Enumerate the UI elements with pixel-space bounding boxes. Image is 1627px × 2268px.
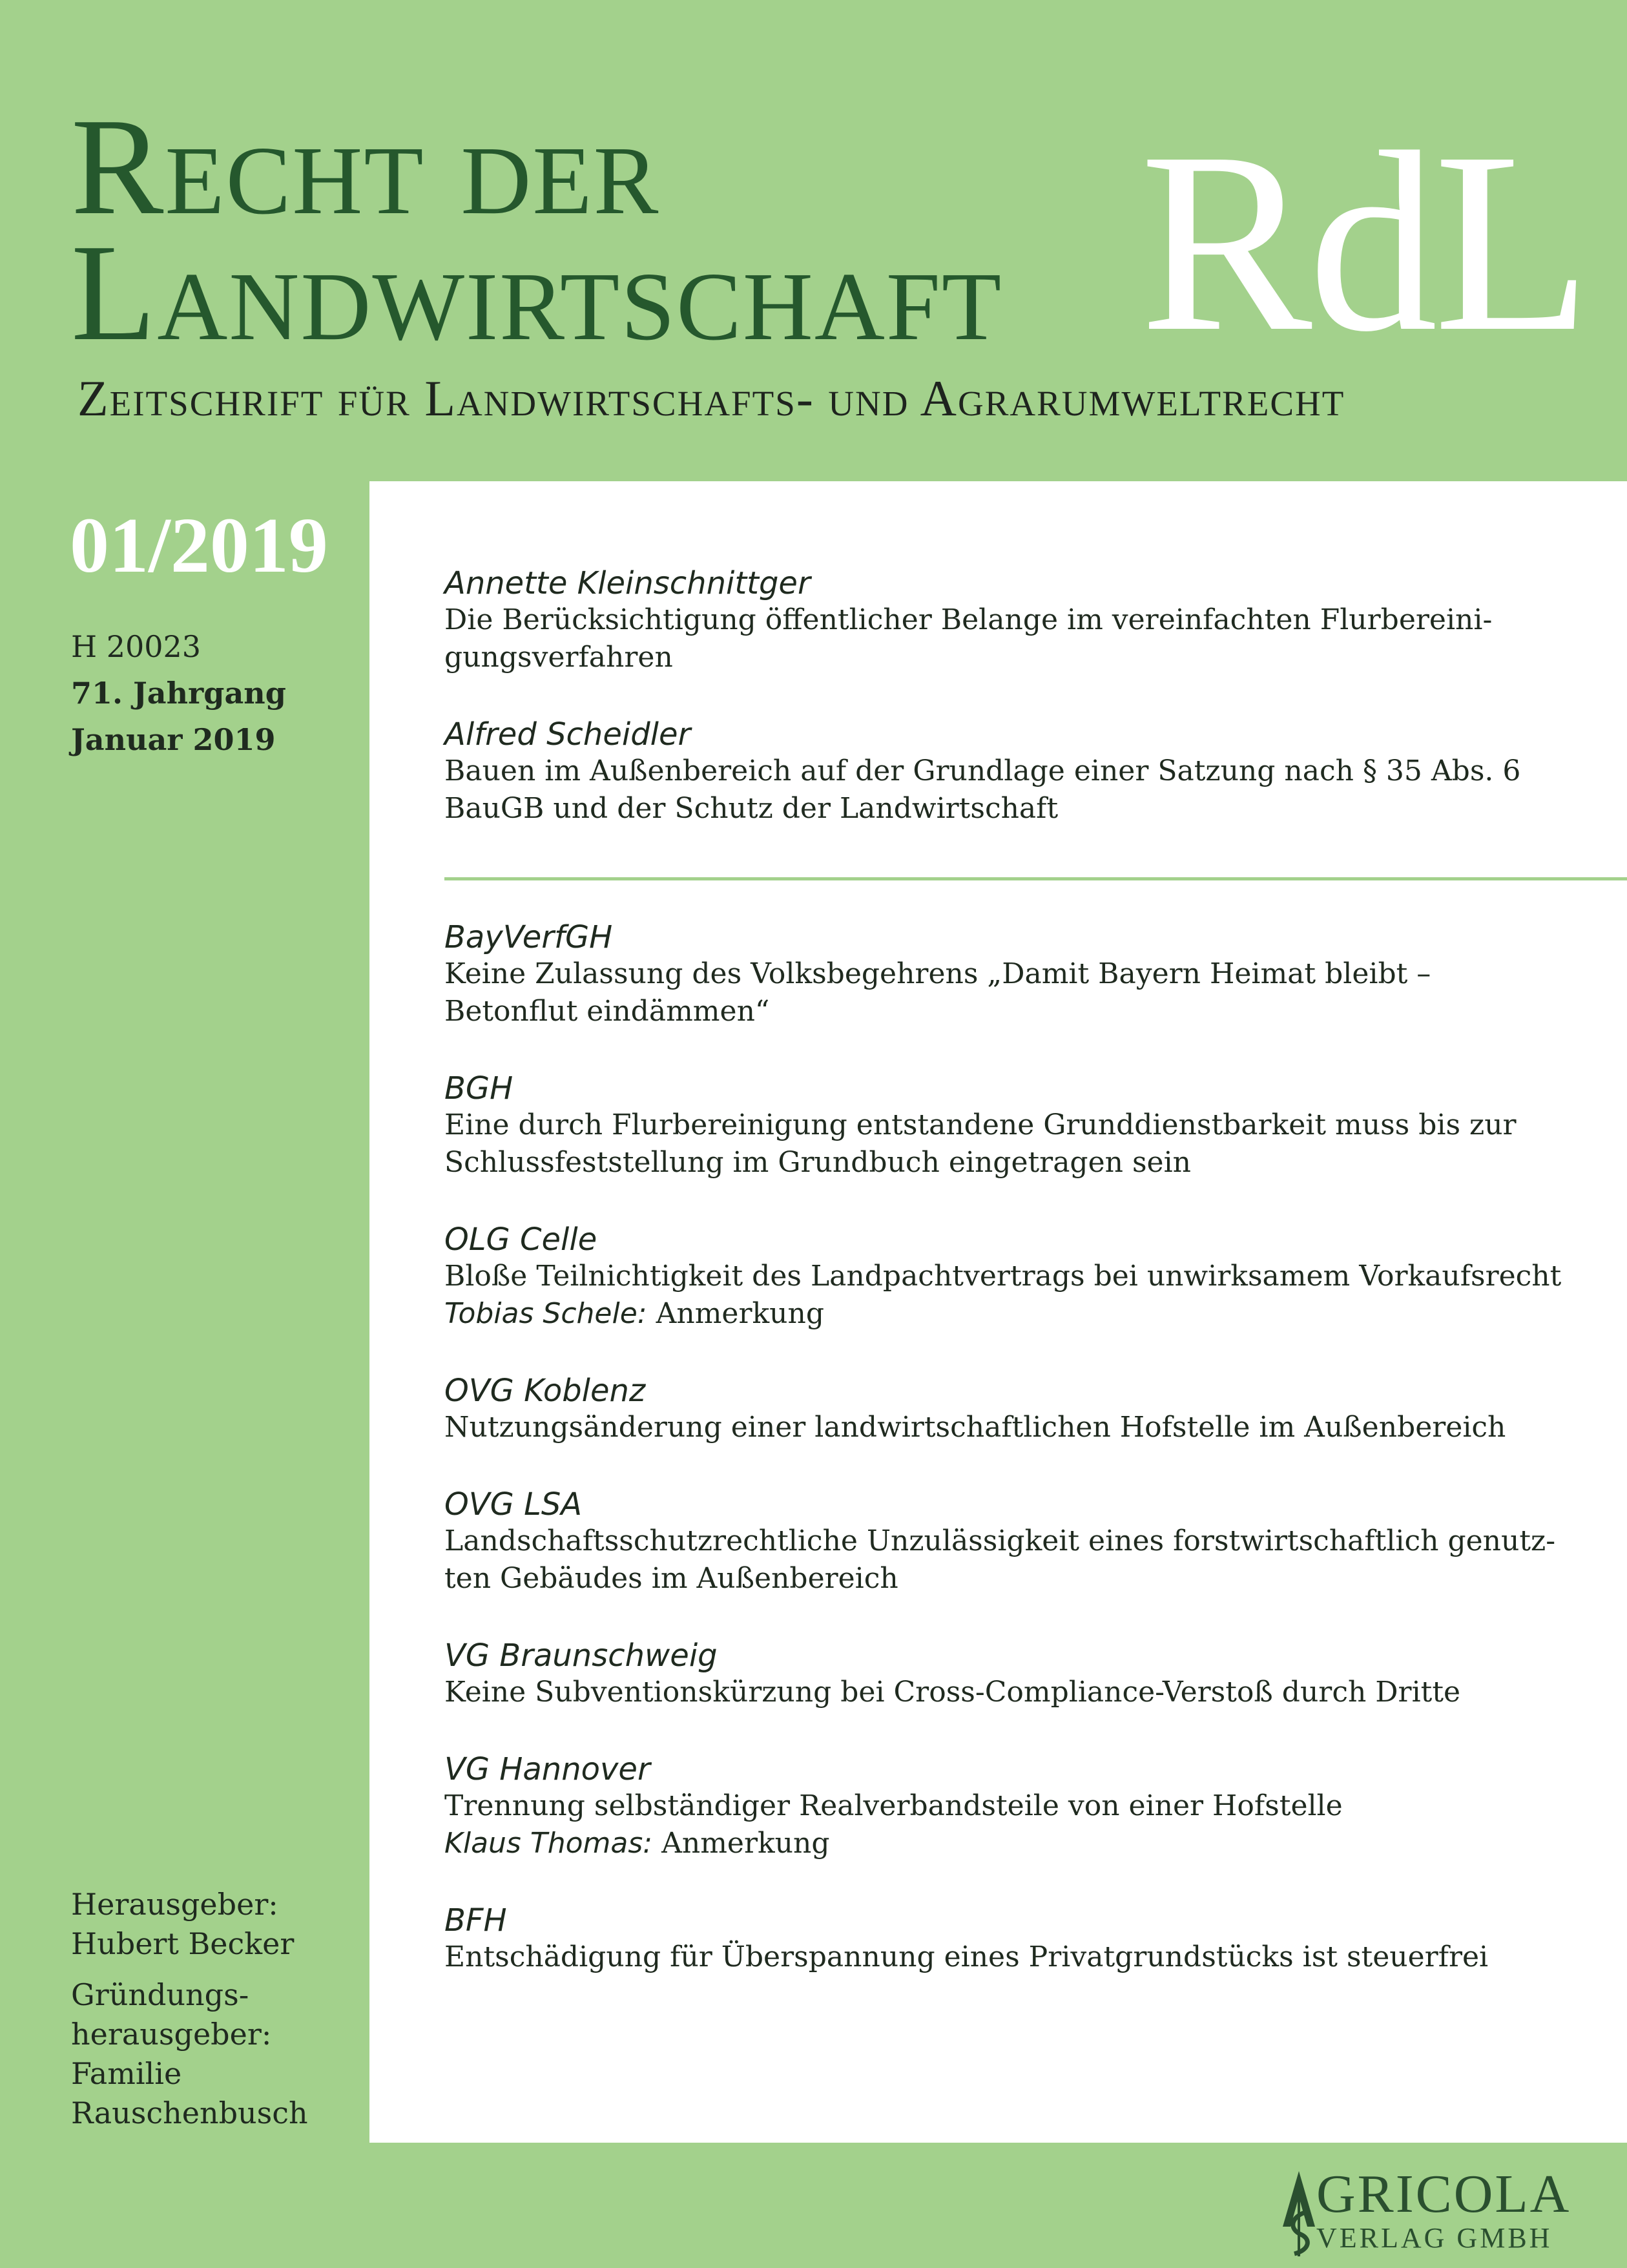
decision-court: OLG Celle <box>444 1222 597 1258</box>
decision-court: BGH <box>444 1070 513 1107</box>
decision-item <box>444 1486 1594 1597</box>
decisions-list <box>444 919 1594 2016</box>
decision-item <box>444 1638 1594 1711</box>
decision-title-line: Landschaftsschutzrechtliche Unzulässigkeit eines forstwirtschaftlich genutz- <box>444 1524 1556 1557</box>
decision-title-line: Keine Zulassung des Volksbegehrens „Damit Bayern Heimat bleibt – <box>444 957 1431 990</box>
masthead-line-2: Landwirtschaft <box>71 215 1003 369</box>
section-divider <box>444 877 1627 880</box>
article-title-line: Bauen im Außenbereich auf der Grundlage einer Satzung nach § 35 Abs. 6 <box>444 754 1521 787</box>
article-author: Annette Kleinschnittger <box>444 565 811 601</box>
decision-item <box>444 1751 1594 1862</box>
publisher-name-text: GRICOLA <box>1316 2164 1571 2224</box>
decision-title-line: Entschädigung für Überspannung eines Privatgrundstücks ist steuerfrei <box>444 1940 1489 1973</box>
publisher-sub-text: VERLAG GMBH <box>1316 2222 1553 2254</box>
decision-court: OVG LSA <box>444 1486 583 1523</box>
decision-title-line: Nutzungsänderung einer landwirtschaftlichen Hofstelle im Außenbereich <box>444 1411 1506 1444</box>
decision-note <box>444 1295 1594 1333</box>
article-item <box>444 565 1594 676</box>
issue-volume: 71. Jahrgang <box>71 676 286 711</box>
issue-number: 01/2019 <box>70 502 328 589</box>
article-title-line: BauGB und der Schutz der Landwirtschaft <box>444 792 1059 825</box>
note-label: Anmerkung <box>652 1827 830 1860</box>
decision-item <box>444 1902 1594 1976</box>
decision-title-line: Schlussfeststellung im Grundbuch eingetragen sein <box>444 1146 1191 1179</box>
note-label: Anmerkung <box>647 1297 824 1330</box>
decision-court: VG Hannover <box>444 1751 650 1787</box>
masthead-line-1: Recht der <box>71 89 660 244</box>
decision-court: BFH <box>444 1902 507 1939</box>
founder-name-1: Familie <box>71 2056 182 2091</box>
note-author: Klaus Thomas: <box>444 1827 653 1860</box>
decision-item <box>444 1373 1594 1446</box>
founder-label-2: herausgeber: <box>71 2017 272 2052</box>
decision-note <box>444 1825 1594 1862</box>
agricola-mark-icon <box>1279 2167 1319 2258</box>
publisher-logo <box>1279 2164 1571 2255</box>
decision-court: OVG Koblenz <box>444 1373 646 1409</box>
decision-title-line: ten Gebäudes im Außenbereich <box>444 1562 898 1595</box>
article-title-line: Die Berücksichtigung öffentlicher Belange im vereinfachten Flurbereini- <box>444 603 1493 636</box>
decision-title-line: Bloße Teilnichtigkeit des Landpachtvertrags bei unwirksamem Vorkaufsrecht <box>444 1260 1562 1293</box>
article-author: Alfred Scheidler <box>444 716 691 753</box>
decision-item <box>444 919 1594 1030</box>
note-author: Tobias Schele: <box>444 1297 647 1330</box>
decision-court: BayVerfGH <box>444 919 613 955</box>
founder-name-2: Rauschenbusch <box>71 2096 308 2130</box>
decision-court: VG Braunschweig <box>444 1638 718 1674</box>
article-item <box>444 716 1594 827</box>
decision-title-line: Betonflut eindämmen“ <box>444 995 770 1028</box>
publisher-name: Hubert Becker <box>71 1926 295 1961</box>
issue-date: Januar 2019 <box>71 722 276 757</box>
decision-title-line: Keine Subventionskürzung bei Cross-Compliance-Verstoß durch Dritte <box>444 1676 1461 1709</box>
article-title-line: gungsverfahren <box>444 641 673 674</box>
decision-item <box>444 1222 1594 1333</box>
issue-code: H 20023 <box>71 629 202 664</box>
decision-title-line: Eine durch Flurbereinigung entstandene Grunddienstbarkeit muss bis zur <box>444 1108 1517 1141</box>
issue-meta <box>71 623 286 763</box>
founder-label-1: Gründungs- <box>71 1977 249 2012</box>
decision-item <box>444 1070 1594 1181</box>
articles-list <box>444 565 1594 868</box>
journal-subtitle: Zeitschrift für Landwirtschafts- und Agrarumweltrecht <box>78 370 1345 426</box>
publisher-label: Herausgeber: <box>71 1887 278 1922</box>
decision-title-line: Trennung selbständiger Realverbandsteile von einer Hofstelle <box>444 1789 1343 1822</box>
rdl-logo: RdL <box>1140 99 1588 385</box>
editors-block <box>71 1885 308 2133</box>
